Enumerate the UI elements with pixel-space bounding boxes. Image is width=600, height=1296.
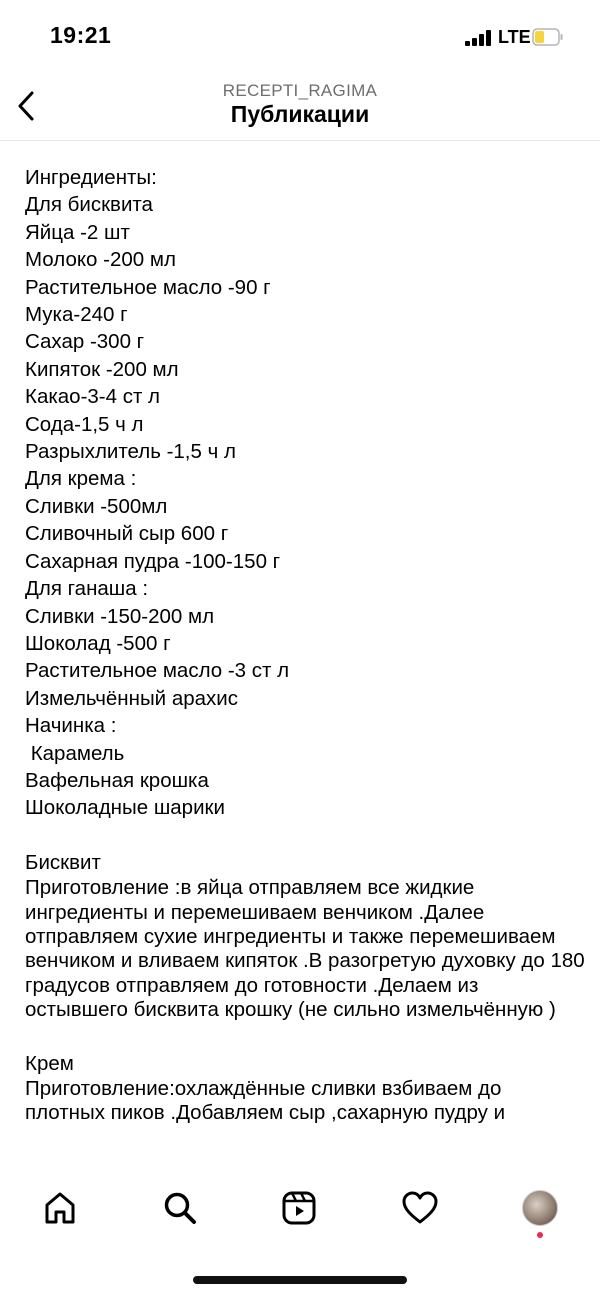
ingredient-line: Карамель <box>25 741 125 765</box>
ingredient-line: Какао-3-4 ст л <box>25 385 161 409</box>
post-caption <box>25 164 591 1168</box>
section-title: Бисквит <box>25 850 101 874</box>
ingredient-line: Мука-240 г <box>25 303 128 327</box>
section-title: Крем <box>25 1051 74 1075</box>
ingredient-line: Растительное масло -90 г <box>25 275 271 299</box>
battery-icon <box>532 27 564 47</box>
reels-icon <box>281 1190 317 1226</box>
notification-dot <box>537 1232 543 1238</box>
home-icon <box>42 1190 78 1226</box>
avatar <box>522 1190 558 1226</box>
tab-home[interactable] <box>38 1186 82 1230</box>
ingredient-line: Разрыхлитель -1,5 ч л <box>25 440 236 464</box>
ingredient-line: Измельчённый арахис <box>25 686 238 710</box>
ingredient-line: Сливки -150-200 мл <box>25 604 215 628</box>
ingredient-line: Сахарная пудра -100-150 г <box>25 549 281 573</box>
cream-section <box>25 1050 585 1126</box>
tab-activity[interactable] <box>398 1186 442 1230</box>
search-icon <box>162 1190 198 1226</box>
ingredient-line: Вафельная крошка <box>25 768 209 792</box>
ingredient-line: Шоколад -500 г <box>25 631 171 655</box>
ingredient-line: Ингредиенты: <box>25 166 157 189</box>
carrier-label: LTE <box>498 27 531 47</box>
tab-reels[interactable] <box>277 1186 321 1230</box>
ingredient-line: Начинка : <box>25 714 117 738</box>
ingredient-line: Шоколадные шарики <box>25 796 225 820</box>
nav-header <box>0 76 600 141</box>
page-title: Публикации <box>230 101 370 127</box>
ingredient-line: Молоко -200 мл <box>25 248 176 272</box>
ingredient-line: Сливочный сыр 600 г <box>25 522 229 546</box>
ingredient-line: Растительное масло -3 ст л <box>25 659 290 683</box>
heart-icon <box>401 1190 439 1226</box>
ingredient-line: Для крема : <box>25 467 137 491</box>
ingredient-line: Для бисквита <box>25 193 153 217</box>
biscuit-section <box>25 849 591 1023</box>
home-indicator <box>193 1276 407 1284</box>
signal-icon <box>465 30 493 46</box>
ingredient-line: Для ганаша : <box>25 577 149 601</box>
ingredient-line: Кипяток -200 мл <box>25 357 179 381</box>
account-name[interactable]: RECEPTI_RAGIMA <box>222 81 378 100</box>
section-text: Приготовление :в яйца отправляем все жидкие ингредиенты и перемешиваем венчиком .Далее отправляем сухие ингредиенты и также перемешиваем венчиком и вливаем кипяток .В разогретую духовку до 180 градусов отправляем до готовности .Делаем из остывшего бисквита крошку (не сильно измельчённую ) <box>25 876 591 1022</box>
section-text: Приготовление:охлаждённые сливки взбиваем до плотных пиков .Добавляем сыр ,сахарную пудру и <box>25 1077 508 1125</box>
ingredient-line: Яйца -2 шт <box>25 220 130 244</box>
tab-profile[interactable] <box>518 1186 562 1230</box>
tab-search[interactable] <box>158 1186 202 1230</box>
ingredient-line: Сливки -500мл <box>25 494 168 518</box>
status-time: 19:21 <box>50 22 112 48</box>
ingredient-line: Сода-1,5 ч л <box>25 412 144 436</box>
status-bar <box>0 0 600 76</box>
ingredient-line: Сахар -300 г <box>25 330 145 354</box>
ingredients-list <box>25 164 585 822</box>
